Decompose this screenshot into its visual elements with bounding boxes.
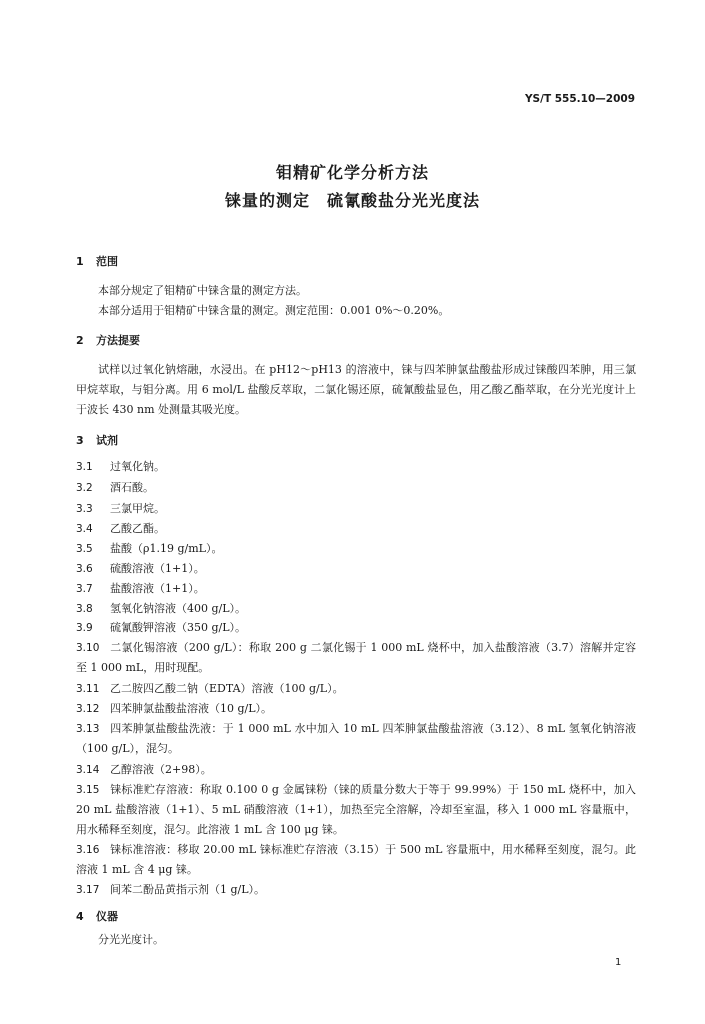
section-title: 范围 [96,255,118,268]
page-number: 1 [615,957,622,968]
reagent-item [76,719,636,759]
reagent-item [76,638,636,678]
reagent-item [76,599,636,619]
item-text: 三氯甲烷。 [110,502,165,515]
item-number: 3.2 [76,482,93,494]
item-number: 3.13 [76,723,100,735]
item-number: 3.5 [76,543,93,555]
item-text: 四苯胂氯盐酸盐溶液（10 g/L）。 [110,702,273,715]
section-heading-apparatus [76,908,118,924]
reagent-item [76,840,636,880]
reagent-item [76,760,636,780]
item-number: 3.7 [76,583,93,595]
scope-paragraph-2: 本部分适用于钼精矿中铼含量的测定。测定范围：0.001 0%～0.20%。 [98,304,450,317]
item-text: 硫酸溶液（1+1）。 [110,562,205,575]
item-text: 乙酸乙酯。 [110,522,165,535]
item-text: 硫氰酸钾溶液（350 g/L）。 [110,621,247,634]
item-text: 间苯二酚品黄指示剂（1 g/L）。 [110,883,266,896]
item-text: 氢氧化钠溶液（400 g/L）。 [110,602,247,615]
reagent-item [76,559,636,579]
section-title: 仪器 [96,910,118,923]
item-number: 3.3 [76,503,93,515]
item-text: 四苯胂氯盐酸盐洗液：于 1 000 mL 水中加入 10 mL 四苯胂氯盐酸盐溶液（3.12）、8 mL 氢氧化钠溶液（100 g/L），混匀。 [76,722,636,755]
item-number: 3.14 [76,764,100,776]
reagent-item [76,579,636,599]
section-heading-reagents [76,432,118,448]
reagent-item [76,880,636,900]
item-text: 过氧化钠。 [110,460,165,473]
reagent-item [76,539,636,559]
item-number: 3.17 [76,884,100,896]
item-text: 盐酸溶液（1+1）。 [110,582,205,595]
document-title-line-1: 钼精矿化学分析方法 [275,163,429,182]
scope-paragraph-1: 本部分规定了钼精矿中铼含量的测定方法。 [98,284,307,297]
item-number: 3.10 [76,642,100,654]
item-number: 3.11 [76,683,100,695]
section-number: 2 [76,334,84,347]
section-heading-principle [76,332,140,348]
reagent-item [76,618,636,638]
item-number: 3.9 [76,622,93,634]
item-number: 3.1 [76,461,93,473]
item-text: 盐酸（ρ1.19 g/mL）。 [110,542,223,555]
principle-paragraph: 试样以过氧化钠熔融，水浸出。在 pH12～pH13 的溶液中，铼与四苯胂氯盐酸盐形成过铼酸四苯胂，用三氯甲烷萃取，与钼分离。用 6 mol/L 盐酸反萃取，二氯化锡还原，硫氰酸盐显色，用乙酸乙酯萃取，在分光光度计上于波长 430 nm 处测量其吸光度。 [76,363,636,416]
item-number: 3.16 [76,844,100,856]
item-text: 乙醇溶液（2+98）。 [110,763,212,776]
item-text: 酒石酸。 [110,481,154,494]
reagent-item [76,519,636,539]
document-title-line-2: 铼量的测定 硫氰酸盐分光光度法 [224,191,480,210]
apparatus-paragraph: 分光光度计。 [98,933,164,946]
item-text: 铼标准贮存溶液：称取 0.100 0 g 金属铼粉（铼的质量分数大于等于 99.99%）于 150 mL 烧杯中，加入 20 mL 盐酸溶液（1+1）、5 mL 硝酸溶液（1+1），加热至完全溶解，冷却至室温，移入 1 000 mL 容量瓶中，用水稀释至刻度，混匀。此溶液 1 mL 含 100 μg 铼。 [76,783,636,836]
section-number: 3 [76,434,84,447]
item-text: 铼标准溶液：移取 20.00 mL 铼标准贮存溶液（3.15）于 500 mL 容量瓶中，用水稀释至刻度，混匀。此溶液 1 mL 含 4 μg 铼。 [76,843,636,876]
item-number: 3.4 [76,523,93,535]
reagent-item [76,499,636,519]
item-number: 3.6 [76,563,93,575]
section-title: 方法提要 [96,334,140,347]
reagent-item [76,457,636,477]
section-heading-scope [76,253,118,269]
item-text: 乙二胺四乙酸二钠（EDTA）溶液（100 g/L）。 [110,682,344,695]
item-number: 3.12 [76,703,100,715]
section-number: 1 [76,255,84,268]
reagent-item [76,679,636,699]
item-text: 二氯化锡溶液（200 g/L）：称取 200 g 二氯化锡于 1 000 mL 烧杯中，加入盐酸溶液（3.7）溶解并定容至 1 000 mL，用时现配。 [76,641,636,674]
item-number: 3.8 [76,603,93,615]
section-number: 4 [76,910,84,923]
reagent-item [76,699,636,719]
section-title: 试剂 [96,434,118,447]
item-number: 3.15 [76,784,100,796]
reagent-item [76,780,636,840]
standard-code: YS/T 555.10—2009 [524,93,635,105]
reagent-item [76,478,636,498]
